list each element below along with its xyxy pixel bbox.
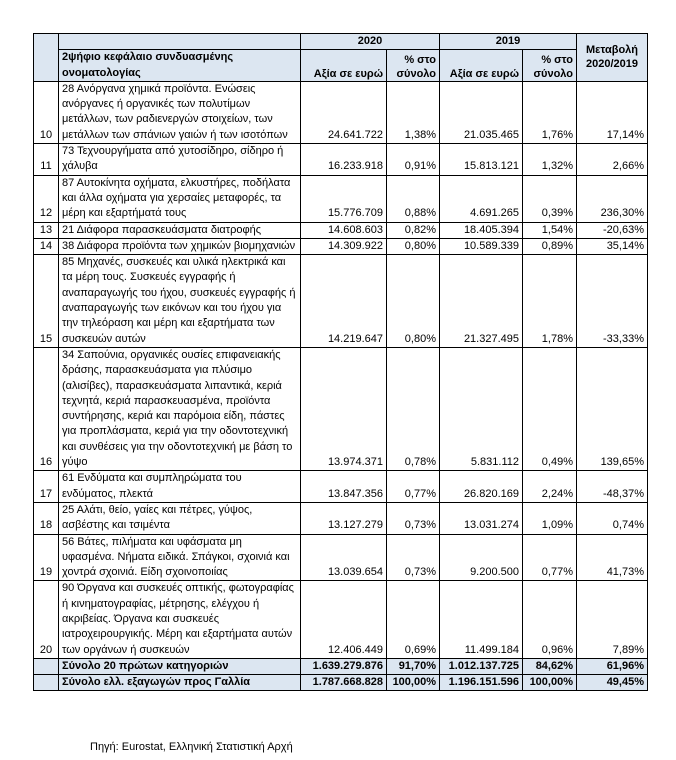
row-share-2019: 2,24%	[523, 471, 577, 503]
row-share-2020: 0,69%	[387, 581, 440, 658]
header-value-2019: Αξία σε ευρώ	[440, 50, 523, 82]
row-value-2020: 13.039.654	[301, 534, 387, 581]
row-share-2019: 1,54%	[523, 222, 577, 238]
table-row	[34, 255, 648, 348]
row-value-2020: 14.309.922	[301, 238, 387, 254]
row-share-2019: 1,78%	[523, 255, 577, 348]
row-share-2020: 1,38%	[387, 81, 440, 143]
row-description: 87 Αυτοκίνητα οχήματα, ελκυστήρες, ποδήλατα και άλλα οχήματα για χερσαίες μεταφορές, τα μέρη και εξαρτήματά τους	[59, 175, 301, 222]
row-rank: 15	[34, 255, 59, 348]
row-value-2020: 24.641.722	[301, 81, 387, 143]
row-change: 7,89%	[577, 581, 648, 658]
header-description: 2ψήφιο κεφάλαιο συνδυασμένης ονοματολογίας	[59, 50, 301, 82]
row-value-2019: 4.691.265	[440, 175, 523, 222]
row-rank: 14	[34, 238, 59, 254]
row-description: 73 Τεχνουργήματα από χυτοσίδηρο, σίδηρο ή χάλυβα	[59, 144, 301, 176]
header-rank-blank	[34, 34, 59, 82]
row-change: 2,66%	[577, 144, 648, 176]
total-value-2019: 1.196.151.596	[440, 675, 523, 691]
row-share-2019: 1,76%	[523, 81, 577, 143]
row-share-2020: 0,80%	[387, 238, 440, 254]
table-row	[34, 175, 648, 222]
table-row	[34, 581, 648, 658]
row-value-2019: 15.813.121	[440, 144, 523, 176]
row-value-2020: 12.406.449	[301, 581, 387, 658]
row-share-2019: 0,49%	[523, 347, 577, 470]
source-note: Πηγή: Eurostat, Ελληνική Στατιστική Αρχή	[90, 741, 293, 753]
row-rank: 12	[34, 175, 59, 222]
row-rank: 10	[34, 81, 59, 143]
row-share-2020: 0,88%	[387, 175, 440, 222]
header-year-2019: 2019	[440, 34, 577, 50]
row-description: 25 Αλάτι, θείο, γαίες και πέτρες, γύψος, ασβέστης και τσιμέντα	[59, 502, 301, 534]
row-description: 56 Βάτες, πιλήματα και υφάσματα μη υφασμένα. Νήματα ειδικά. Σπάγκοι, σχοινιά και χοντρά σχοινιά. Είδη σχοινοποιίας	[59, 534, 301, 581]
total-row-top20	[34, 658, 648, 674]
row-value-2020: 14.608.603	[301, 222, 387, 238]
row-value-2019: 13.031.274	[440, 502, 523, 534]
row-value-2019: 21.327.495	[440, 255, 523, 348]
row-value-2019: 21.035.465	[440, 81, 523, 143]
row-share-2019: 0,77%	[523, 534, 577, 581]
row-rank: 16	[34, 347, 59, 470]
total-share-2020: 100,00%	[387, 675, 440, 691]
total-value-2020: 1.639.279.876	[301, 658, 387, 674]
exports-table	[33, 33, 648, 691]
row-share-2019: 1,09%	[523, 502, 577, 534]
row-value-2020: 14.219.647	[301, 255, 387, 348]
row-value-2020: 13.127.279	[301, 502, 387, 534]
row-change: -20,63%	[577, 222, 648, 238]
row-rank: 17	[34, 471, 59, 503]
total-value-2019: 1.012.137.725	[440, 658, 523, 674]
row-rank: 13	[34, 222, 59, 238]
total-change: 49,45%	[577, 675, 648, 691]
row-description: 61 Ενδύματα και συμπληρώματα του ενδύματος, πλεκτά	[59, 471, 301, 503]
row-share-2020: 0,91%	[387, 144, 440, 176]
row-rank: 20	[34, 581, 59, 658]
header-share-2019: % στο σύνολο	[523, 50, 577, 82]
total-share-2020: 91,70%	[387, 658, 440, 674]
row-description: 38 Διάφορα προϊόντα των χημικών βιομηχανιών	[59, 238, 301, 254]
row-description: 28 Ανόργανα χημικά προϊόντα. Ενώσεις ανόργανες ή οργανικές των πολυτίμων μετάλλων, των ραδιενεργών στοιχείων, των μετάλλων των σπάνιων γαιών ή των ισοτόπων	[59, 81, 301, 143]
row-description: 21 Διάφορα παρασκευάσματα διατροφής	[59, 222, 301, 238]
row-change: 0,74%	[577, 502, 648, 534]
table-row	[34, 238, 648, 254]
row-share-2019: 0,39%	[523, 175, 577, 222]
row-description: 90 Όργανα και συσκευές οπτικής, φωτογραφίας ή κινηματογραφίας, μέτρησης, ελέγχου ή ακριβείας. Όργανα και συσκευές ιατροχειρουργικής. Μέρη και εξαρτήματα αυτών των οργάνων ή συσκευών	[59, 581, 301, 658]
header-year-2020: 2020	[301, 34, 440, 50]
table-row	[34, 534, 648, 581]
row-rank: 18	[34, 502, 59, 534]
row-change: 17,14%	[577, 81, 648, 143]
row-value-2020: 13.974.371	[301, 347, 387, 470]
row-share-2020: 0,77%	[387, 471, 440, 503]
row-value-2019: 10.589.339	[440, 238, 523, 254]
row-value-2020: 13.847.356	[301, 471, 387, 503]
row-value-2019: 9.200.500	[440, 534, 523, 581]
row-rank: 19	[34, 534, 59, 581]
row-change: 41,73%	[577, 534, 648, 581]
total-share-2019: 84,62%	[523, 658, 577, 674]
row-value-2019: 11.499.184	[440, 581, 523, 658]
row-value-2019: 5.831.112	[440, 347, 523, 470]
total-label: Σύνολο ελλ. εξαγωγών προς Γαλλία	[59, 675, 301, 691]
row-rank: 11	[34, 144, 59, 176]
row-description: 34 Σαπούνια, οργανικές ουσίες επιφανειακής δράσης, παρασκευάσματα για πλύσιμο (αλισίβες), παρασκευάσματα λιπαντικά, κεριά τεχνητά, κεριά παρασκευασμένα, προϊόντα συντήρησης, κεριά και παρόμοια είδη, πάστες για προπλάσματα, κεριά για την οδοντοτεχνική και συνθέσεις για την οδοντοτεχνική με βάση το γύψο	[59, 347, 301, 470]
table-row	[34, 81, 648, 143]
row-change: 236,30%	[577, 175, 648, 222]
row-share-2019: 0,89%	[523, 238, 577, 254]
total-change: 61,96%	[577, 658, 648, 674]
header-change: Μεταβολή 2020/2019	[577, 34, 648, 82]
row-share-2020: 0,78%	[387, 347, 440, 470]
header-desc-blank	[59, 34, 301, 50]
row-change: -48,37%	[577, 471, 648, 503]
total-label: Σύνολο 20 πρώτων κατηγοριών	[59, 658, 301, 674]
total-share-2019: 100,00%	[523, 675, 577, 691]
row-share-2020: 0,82%	[387, 222, 440, 238]
row-change: 139,65%	[577, 347, 648, 470]
row-value-2019: 26.820.169	[440, 471, 523, 503]
row-description: 85 Μηχανές, συσκευές και υλικά ηλεκτρικά και τα μέρη τους. Συσκευές εγγραφής ή αναπαραγωγής του ήχου, συσκευές εγγραφής ή αναπαραγωγής των εικόνων και του ήχου για την τηλεόραση και μέρη και εξαρτήματα των συσκευών αυτών	[59, 255, 301, 348]
row-value-2020: 15.776.709	[301, 175, 387, 222]
total-rank-blank	[34, 658, 59, 674]
total-value-2020: 1.787.668.828	[301, 675, 387, 691]
row-share-2020: 0,73%	[387, 534, 440, 581]
table-row	[34, 144, 648, 176]
row-share-2019: 0,96%	[523, 581, 577, 658]
table-row	[34, 222, 648, 238]
row-share-2020: 0,73%	[387, 502, 440, 534]
row-value-2020: 16.233.918	[301, 144, 387, 176]
row-share-2019: 1,32%	[523, 144, 577, 176]
row-share-2020: 0,80%	[387, 255, 440, 348]
table-row	[34, 502, 648, 534]
total-row-all	[34, 675, 648, 691]
row-change: 35,14%	[577, 238, 648, 254]
header-share-2020: % στο σύνολο	[387, 50, 440, 82]
table-row	[34, 471, 648, 503]
row-value-2019: 18.405.394	[440, 222, 523, 238]
total-rank-blank	[34, 675, 59, 691]
table-row	[34, 347, 648, 470]
header-value-2020: Αξία σε ευρώ	[301, 50, 387, 82]
row-change: -33,33%	[577, 255, 648, 348]
